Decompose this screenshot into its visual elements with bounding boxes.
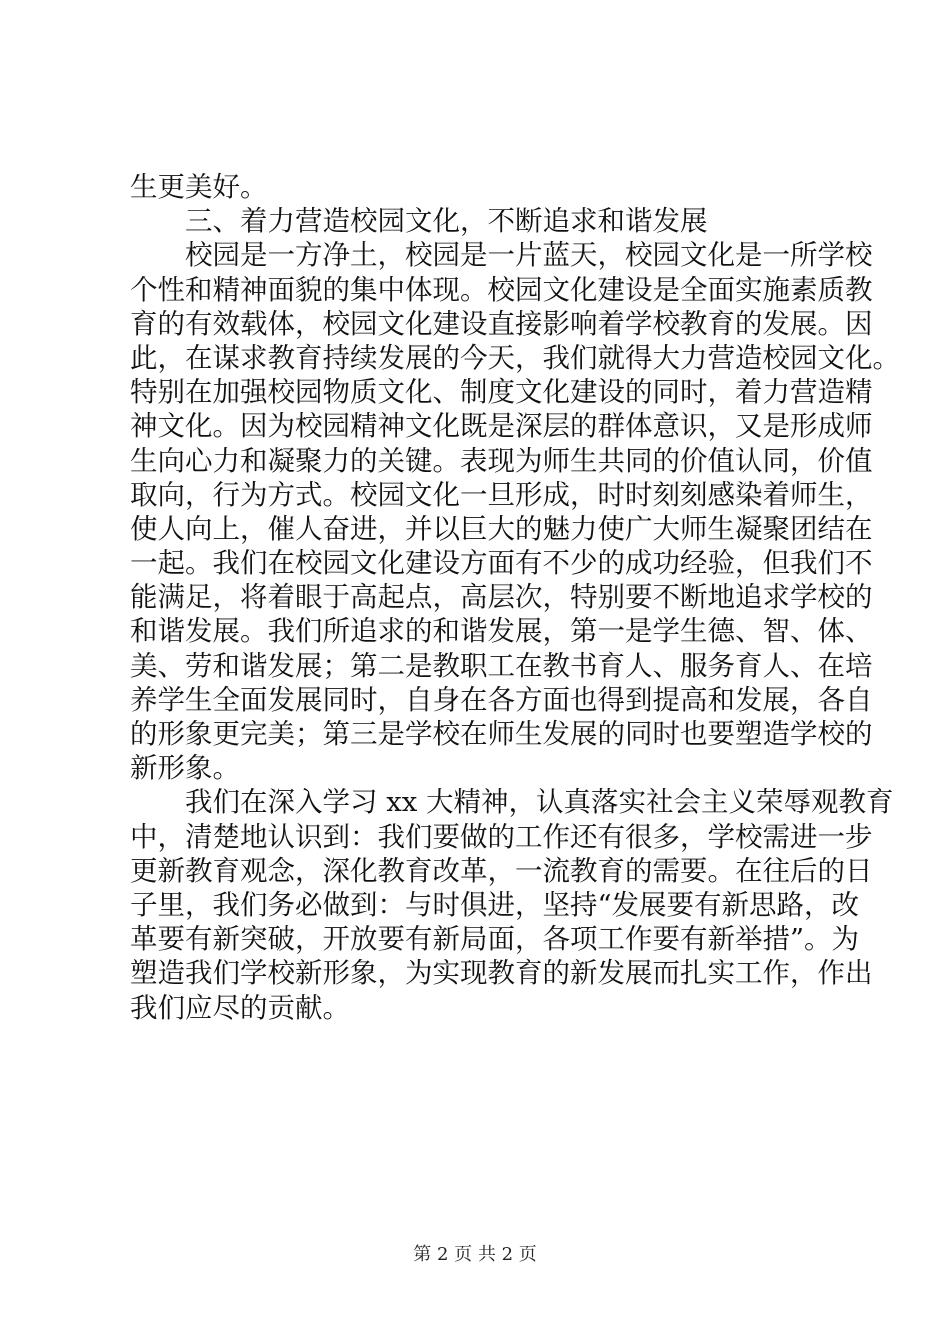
document-body	[130, 170, 900, 1025]
page-footer	[0, 1243, 950, 1267]
text-line: 个性和精神面貌的集中体现。校园文化建设是全面实施素质教	[130, 273, 873, 306]
text-line: 神文化。因为校园精神文化既是深层的群体意识，又是形成师	[130, 410, 873, 443]
text-line: 我们在深入学习 xx 大精神，认真落实社会主义荣辱观教育	[185, 786, 894, 819]
text-line: 能满足，将着眼于高起点，高层次，特别要不断地追求学校的	[130, 581, 873, 614]
text-line: 美、劳和谐发展；第二是教职工在教书育人、服务育人、在培	[130, 649, 873, 682]
text-line: 我们应尽的贡献。	[130, 991, 350, 1024]
text-line: 使人向上，催人奋进，并以巨大的魅力使广大师生凝聚团结在	[130, 512, 873, 545]
text-line: 的形象更完美；第三是学校在师生发展的同时也要塑造学校的	[130, 718, 873, 750]
text-line: 校园是一方净土，校园是一片蓝天，校园文化是一所学校	[185, 239, 873, 272]
text-line: 新形象。	[130, 752, 240, 785]
text-line: 和谐发展。我们所追求的和谐发展，第一是学生德、智、体、	[130, 615, 873, 648]
text-line: 革要有新突破，开放要有新局面，各项工作要有新举措”。为	[130, 923, 860, 956]
text-line: 育的有效载体，校园文化建设直接影响着学校教育的发展。因	[130, 307, 873, 340]
text-line: 一起。我们在校园文化建设方面有不少的成功经验，但我们不	[130, 547, 873, 580]
text-line: 子里，我们务必做到：与时俱进，坚持“发展要有新思路，改	[130, 888, 860, 921]
text-line: 三、着力营造校园文化，不断追求和谐发展	[185, 205, 708, 238]
text-line: 更新教育观念，深化教育改革，一流教育的需要。在往后的日	[130, 854, 873, 887]
page-number-label: 第 2 页 共 2 页	[413, 1244, 537, 1265]
text-line: 生更美好。	[130, 171, 268, 203]
text-line: 中，清楚地认识到：我们要做的工作还有很多，学校需进一步	[130, 820, 873, 853]
text-line: 养学生全面发展同时，自身在各方面也得到提高和发展，各自	[130, 683, 873, 716]
text-line: 塑造我们学校新形象，为实现教育的新发展而扎实工作，作出	[130, 957, 873, 990]
text-line: 取向，行为方式。校园文化一旦形成，时时刻刻感染着师生，	[130, 478, 873, 511]
text-line: 生向心力和凝聚力的关键。表现为师生共同的价值认同，价值	[130, 444, 873, 477]
text-line: 特别在加强校园物质文化、制度文化建设的同时，着力营造精	[130, 376, 873, 409]
text-line: 此，在谋求教育持续发展的今天，我们就得大力营造校园文化。	[130, 341, 900, 374]
